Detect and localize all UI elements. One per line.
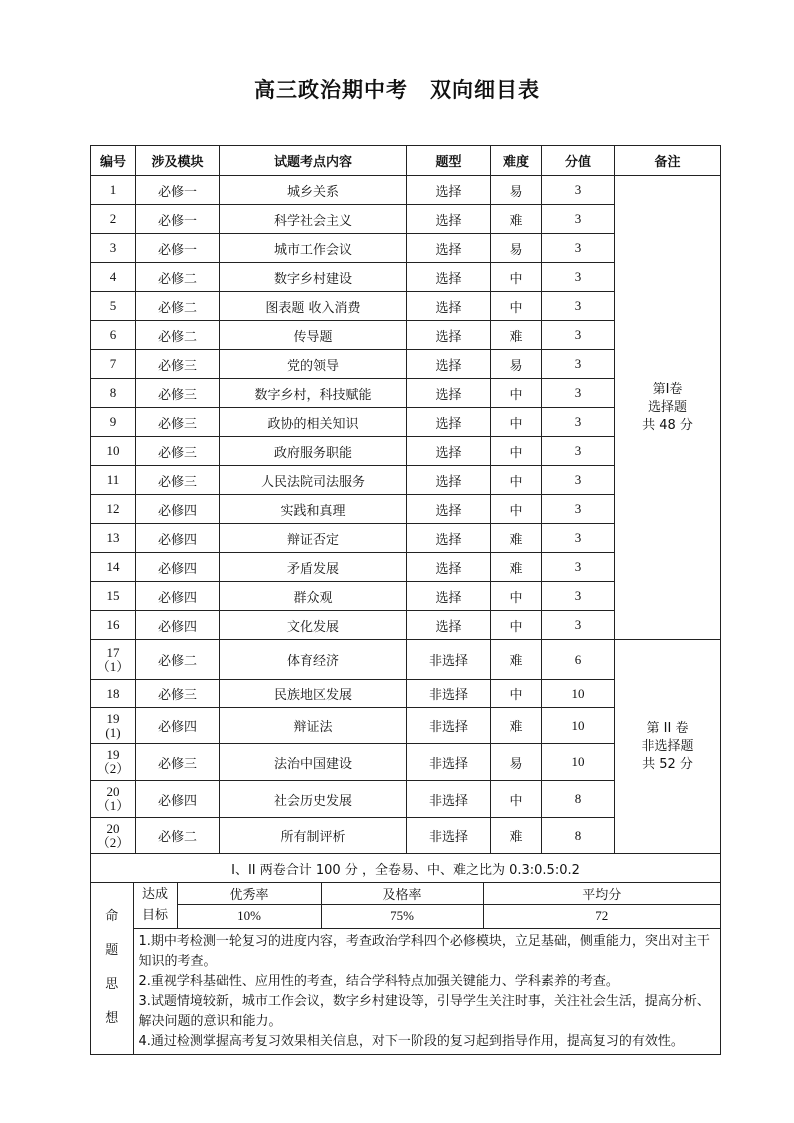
cell-module: 必修三 xyxy=(136,466,220,495)
remark-line: 非选择题 xyxy=(641,738,694,754)
question-number: 20 xyxy=(106,784,120,799)
goal-label-line: 达成 xyxy=(141,887,168,903)
cell-no xyxy=(91,640,136,680)
side-char: 题 xyxy=(105,943,119,959)
cell-difficulty: 难 xyxy=(491,205,542,234)
cell-module: 必修二 xyxy=(136,640,220,680)
question-number: 9 xyxy=(109,414,117,429)
cell-content: 科学社会主义 xyxy=(220,205,407,234)
remark-line: 共 52 分 xyxy=(642,756,693,772)
cell-type: 选择 xyxy=(407,321,491,350)
cell-content: 辩证否定 xyxy=(220,524,407,553)
cell-score: 3 xyxy=(542,524,615,553)
average-value: 72 xyxy=(483,904,720,928)
pass-value: 75% xyxy=(321,904,483,928)
cell-no xyxy=(91,437,136,466)
cell-difficulty: 中 xyxy=(491,611,542,640)
cell-type: 选择 xyxy=(407,176,491,205)
cell-content: 政协的相关知识 xyxy=(220,408,407,437)
excellent-value: 10% xyxy=(177,904,321,928)
cell-difficulty: 中 xyxy=(491,582,542,611)
cell-score: 3 xyxy=(542,321,615,350)
cell-difficulty: 中 xyxy=(491,680,542,708)
cell-difficulty: 中 xyxy=(491,437,542,466)
question-subnumber: （2） xyxy=(96,834,130,850)
cell-difficulty: 难 xyxy=(491,553,542,582)
header-type: 题型 xyxy=(407,146,491,176)
cell-score: 3 xyxy=(542,205,615,234)
remark-line: 共 48 分 xyxy=(642,417,693,433)
cell-type: 选择 xyxy=(407,379,491,408)
cell-module: 必修三 xyxy=(136,408,220,437)
cell-content: 城乡关系 xyxy=(220,176,407,205)
cell-no xyxy=(91,292,136,321)
cell-no xyxy=(91,205,136,234)
cell-no xyxy=(91,708,136,744)
cell-score: 6 xyxy=(542,640,615,680)
cell-difficulty: 难 xyxy=(491,640,542,680)
cell-content: 辩证法 xyxy=(220,708,407,744)
question-number: 20 xyxy=(106,820,120,836)
cell-score: 3 xyxy=(542,582,615,611)
cell-type: 选择 xyxy=(407,205,491,234)
cell-no xyxy=(91,379,136,408)
cell-type: 选择 xyxy=(407,234,491,263)
cell-no xyxy=(91,818,136,854)
question-number: 2 xyxy=(109,211,117,226)
cell-content: 城市工作会议 xyxy=(220,234,407,263)
cell-difficulty: 中 xyxy=(491,263,542,292)
cell-type: 选择 xyxy=(407,524,491,553)
cell-content: 群众观 xyxy=(220,582,407,611)
cell-score: 3 xyxy=(542,611,615,640)
question-number: 4 xyxy=(109,269,117,284)
goal-label-line: 目标 xyxy=(141,908,168,924)
question-number: 6 xyxy=(109,327,117,342)
cell-content: 党的领导 xyxy=(220,350,407,379)
cell-difficulty: 易 xyxy=(491,744,542,781)
cell-score: 3 xyxy=(542,466,615,495)
title-sub: 双向细目表 xyxy=(430,78,540,102)
question-number: 10 xyxy=(106,443,120,458)
cell-no xyxy=(91,263,136,292)
cell-content: 法治中国建设 xyxy=(220,744,407,781)
cell-score: 10 xyxy=(542,680,615,708)
remark-line: 第 II 卷 xyxy=(646,720,689,736)
cell-module: 必修四 xyxy=(136,781,220,818)
cell-score: 3 xyxy=(542,553,615,582)
planning-block xyxy=(91,883,721,1055)
cell-score: 10 xyxy=(542,708,615,744)
side-char: 思 xyxy=(105,977,119,993)
cell-difficulty: 易 xyxy=(491,350,542,379)
question-number: 18 xyxy=(106,685,120,701)
planning-point: 1.期中考检测一轮复习的进度内容，考查政治学科四个必修模块，立足基础，侧重能力，突出对主干知识的考查。 xyxy=(138,933,710,969)
cell-module: 必修三 xyxy=(136,437,220,466)
question-subnumber: （1） xyxy=(96,658,130,674)
cell-no xyxy=(91,744,136,781)
question-number: 19 xyxy=(106,747,120,762)
average-label: 平均分 xyxy=(483,883,720,904)
cell-score: 3 xyxy=(542,234,615,263)
header-row xyxy=(91,146,721,176)
cell-module: 必修三 xyxy=(136,744,220,781)
cell-no xyxy=(91,495,136,524)
cell-difficulty: 中 xyxy=(491,408,542,437)
goal-label xyxy=(133,883,177,928)
cell-content: 文化发展 xyxy=(220,611,407,640)
cell-content: 数字乡村，科技赋能 xyxy=(220,379,407,408)
cell-score: 3 xyxy=(542,350,615,379)
cell-type: 非选择 xyxy=(407,744,491,781)
header-content: 试题考点内容 xyxy=(220,146,407,176)
cell-module: 必修一 xyxy=(136,176,220,205)
cell-module: 必修四 xyxy=(136,708,220,744)
question-number: 15 xyxy=(106,588,120,603)
cell-content: 体育经济 xyxy=(220,640,407,680)
cell-difficulty: 易 xyxy=(491,234,542,263)
cell-type: 非选择 xyxy=(407,680,491,708)
cell-difficulty: 难 xyxy=(491,818,542,854)
question-number: 13 xyxy=(106,530,120,545)
cell-score: 3 xyxy=(542,437,615,466)
question-number: 12 xyxy=(106,501,120,516)
cell-content: 图表题 收入消费 xyxy=(220,292,407,321)
detail-table xyxy=(90,145,721,1055)
cell-type: 非选择 xyxy=(407,818,491,854)
cell-content: 数字乡村建设 xyxy=(220,263,407,292)
planning-point: 3.试题情境较新，城市工作会议，数字乡村建设等，引导学生关注时事，关注社会生活，提高分析、解决问题的意识和能力。 xyxy=(138,993,710,1029)
header-score: 分值 xyxy=(542,146,615,176)
cell-score: 10 xyxy=(542,744,615,781)
cell-content: 所有制评析 xyxy=(220,818,407,854)
cell-module: 必修二 xyxy=(136,818,220,854)
side-char: 想 xyxy=(105,1011,119,1027)
cell-no xyxy=(91,176,136,205)
cell-type: 选择 xyxy=(407,553,491,582)
cell-no xyxy=(91,321,136,350)
remark-part1 xyxy=(615,176,721,640)
header-no: 编号 xyxy=(91,146,136,176)
cell-module: 必修二 xyxy=(136,292,220,321)
question-number: 3 xyxy=(109,240,117,255)
cell-content: 矛盾发展 xyxy=(220,553,407,582)
title-main: 高三政治期中考 xyxy=(254,78,408,102)
question-subnumber: (1) xyxy=(105,724,121,740)
excellent-label: 优秀率 xyxy=(177,883,321,904)
cell-no xyxy=(91,350,136,379)
cell-module: 必修二 xyxy=(136,263,220,292)
question-number: 16 xyxy=(106,617,120,632)
pass-label: 及格率 xyxy=(321,883,483,904)
cell-type: 非选择 xyxy=(407,781,491,818)
cell-score: 8 xyxy=(542,781,615,818)
cell-no xyxy=(91,553,136,582)
cell-module: 必修四 xyxy=(136,524,220,553)
header-remark: 备注 xyxy=(615,146,721,176)
side-char: 命 xyxy=(105,909,119,925)
question-subnumber: （2） xyxy=(96,761,130,776)
summary-text: Ⅰ、II 两卷合计 100 分 ，全卷易、中、难之比为 0.3:0.5:0.2 xyxy=(91,854,721,883)
planning-point: 2.重视学科基础性、应用性的考查，结合学科特点加强关键能力、学科素养的考查。 xyxy=(138,973,619,989)
table-row xyxy=(91,640,721,680)
cell-no xyxy=(91,582,136,611)
planning-side-label xyxy=(91,883,133,1054)
remark-line: 选择题 xyxy=(647,399,687,415)
cell-score: 3 xyxy=(542,292,615,321)
remark-part2 xyxy=(615,640,721,854)
planning-point: 4.通过检测掌握高考复习效果相关信息，对下一阶段的复习起到指导作用，提高复习的有效性。 xyxy=(138,1033,684,1049)
cell-score: 3 xyxy=(542,176,615,205)
cell-type: 选择 xyxy=(407,263,491,292)
cell-module: 必修四 xyxy=(136,553,220,582)
cell-type: 选择 xyxy=(407,350,491,379)
planning-points xyxy=(133,928,720,1054)
cell-score: 3 xyxy=(542,495,615,524)
cell-no xyxy=(91,234,136,263)
cell-content: 政府服务职能 xyxy=(220,437,407,466)
question-number: 14 xyxy=(106,559,120,574)
cell-type: 选择 xyxy=(407,408,491,437)
cell-type: 选择 xyxy=(407,466,491,495)
cell-content: 社会历史发展 xyxy=(220,781,407,818)
question-number: 5 xyxy=(109,298,117,313)
cell-no xyxy=(91,466,136,495)
cell-module: 必修三 xyxy=(136,379,220,408)
cell-type: 选择 xyxy=(407,611,491,640)
table-row xyxy=(91,176,721,205)
cell-score: 8 xyxy=(542,818,615,854)
cell-difficulty: 中 xyxy=(491,379,542,408)
cell-module: 必修一 xyxy=(136,234,220,263)
question-number: 19 xyxy=(106,710,120,726)
cell-no xyxy=(91,781,136,818)
question-number: 7 xyxy=(109,356,117,371)
cell-no xyxy=(91,408,136,437)
page-title xyxy=(0,74,794,104)
remark-line: 第Ⅰ卷 xyxy=(652,381,683,397)
planning-row xyxy=(91,883,721,1055)
cell-content: 民族地区发展 xyxy=(220,680,407,708)
cell-module: 必修三 xyxy=(136,680,220,708)
question-number: 11 xyxy=(106,472,120,487)
cell-module: 必修四 xyxy=(136,495,220,524)
cell-score: 3 xyxy=(542,408,615,437)
cell-module: 必修三 xyxy=(136,350,220,379)
summary-row xyxy=(91,854,721,883)
cell-type: 选择 xyxy=(407,292,491,321)
cell-type: 选择 xyxy=(407,495,491,524)
cell-score: 3 xyxy=(542,263,615,292)
cell-content: 人民法院司法服务 xyxy=(220,466,407,495)
cell-difficulty: 易 xyxy=(491,176,542,205)
cell-score: 3 xyxy=(542,379,615,408)
cell-module: 必修一 xyxy=(136,205,220,234)
cell-no xyxy=(91,680,136,708)
cell-difficulty: 难 xyxy=(491,524,542,553)
cell-module: 必修二 xyxy=(136,321,220,350)
cell-type: 选择 xyxy=(407,437,491,466)
cell-module: 必修四 xyxy=(136,611,220,640)
header-module: 涉及模块 xyxy=(136,146,220,176)
cell-no xyxy=(91,524,136,553)
question-subnumber: （1） xyxy=(96,798,130,813)
cell-difficulty: 中 xyxy=(491,466,542,495)
cell-difficulty: 难 xyxy=(491,321,542,350)
question-number: 1 xyxy=(109,182,117,197)
cell-content: 实践和真理 xyxy=(220,495,407,524)
question-number: 8 xyxy=(109,385,117,400)
cell-content: 传导题 xyxy=(220,321,407,350)
cell-type: 非选择 xyxy=(407,708,491,744)
cell-difficulty: 中 xyxy=(491,292,542,321)
question-number: 17 xyxy=(106,644,120,660)
header-difficulty: 难度 xyxy=(491,146,542,176)
cell-module: 必修四 xyxy=(136,582,220,611)
cell-no xyxy=(91,611,136,640)
cell-difficulty: 中 xyxy=(491,495,542,524)
cell-type: 选择 xyxy=(407,582,491,611)
cell-difficulty: 难 xyxy=(491,708,542,744)
cell-type: 非选择 xyxy=(407,640,491,680)
cell-difficulty: 中 xyxy=(491,781,542,818)
